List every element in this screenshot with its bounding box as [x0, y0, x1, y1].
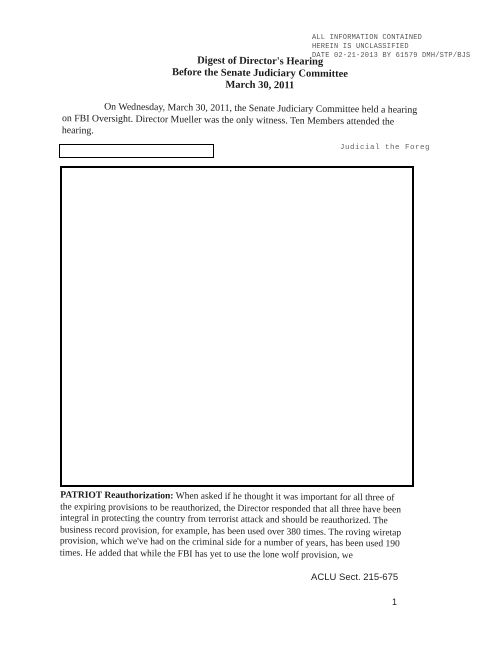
redaction-note: Judicial the Foreg	[340, 144, 431, 152]
title-line-1: Digest of Director's Hearing	[197, 55, 324, 68]
intro-paragraph: On Wednesday, March 30, 2011, the Senate Judiciary Committee held a hearing on FBI Oversight. Director Mueller was the only witness. Ten Members attended the hearing.	[61, 101, 418, 137]
redaction-box-small	[59, 144, 214, 158]
patriot-body: When asked if he thought it was important for all three of the expiring provisions to be reauthorized, the Director responded that all three have been integral in protecting the country from terrorist attack and should be reauthorized. The business record provision, for example, has been used over 380 times. The roving wiretap provision, which we've had on the criminal side for a number of years, has been used 190 times. He added that while the FBI has yet to use the lone wolf provision, we	[59, 491, 402, 561]
patriot-paragraph	[60, 490, 409, 562]
redaction-box-large	[60, 166, 414, 487]
title-line-2: Before the Senate Judiciary Committee	[171, 67, 349, 80]
stamp-line: HEREIN IS UNCLASSIFIED	[312, 43, 409, 51]
aclu-bates-label: ACLU Sect. 215-675	[311, 572, 399, 583]
patriot-heading: PATRIOT Reauthorization:	[60, 490, 174, 502]
stamp-line: DATE 02-21-2013 BY 61579 DMH/STP/BJS	[312, 52, 471, 60]
stamp-line: ALL INFORMATION CONTAINED	[312, 34, 423, 42]
title-line-3: March 30, 2011	[225, 79, 295, 92]
page-number: 1	[392, 597, 398, 607]
document-title	[100, 54, 420, 93]
